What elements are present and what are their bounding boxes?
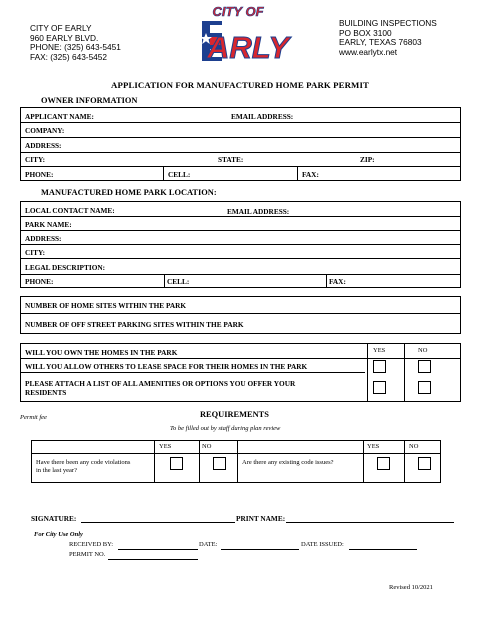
code-review-table [31, 440, 441, 483]
print-name-line[interactable] [286, 522, 454, 523]
date-issued-line[interactable] [349, 549, 417, 550]
website: www.earlytx.net [339, 46, 398, 57]
permit-no-line[interactable] [108, 559, 198, 560]
park-cell-field[interactable]: CELL: [167, 277, 190, 286]
owner-section-heading: OWNER INFORMATION [41, 96, 138, 105]
violations-yes-checkbox[interactable] [170, 457, 183, 470]
owner-city-field[interactable]: CITY: [25, 155, 46, 164]
owner-email-field[interactable]: EMAIL ADDRESS: [231, 112, 294, 121]
applicant-name-field[interactable]: APPLICANT NAME: [25, 112, 94, 121]
amenities-instruction-cont: RESIDENTS [25, 388, 67, 397]
lease-space-question: WILL YOU ALLOW OTHERS TO LEASE SPACE FOR THEIR HOMES IN THE PARK [25, 362, 308, 371]
park-fax-field[interactable]: FAX: [329, 277, 346, 286]
city-fax: FAX: (325) 643-5452 [30, 51, 108, 62]
code-issues-question: Are there any existing code issues? [242, 459, 334, 466]
revision-date: Revised 10/2021 [389, 584, 433, 591]
q2-yes-header: YES [367, 443, 380, 450]
owner-zip-field[interactable]: ZIP: [360, 155, 375, 164]
parking-sites-field[interactable]: NUMBER OF OFF STREET PARKING SITES WITHIN THE PARK [25, 320, 244, 329]
po-box: PO BOX 3100 [339, 27, 392, 38]
park-name-field[interactable]: PARK NAME: [25, 220, 72, 229]
lease-no-checkbox[interactable] [418, 360, 431, 373]
owner-fax-field[interactable]: FAX: [302, 170, 319, 179]
requirements-heading: REQUIREMENTS [200, 410, 269, 419]
svg-text:ARLY: ARLY [206, 30, 290, 65]
owner-phone-field[interactable]: PHONE: [25, 170, 54, 179]
lease-yes-checkbox[interactable] [373, 360, 386, 373]
building-inspections-block [339, 19, 437, 57]
park-address-field[interactable]: ADDRESS: [25, 234, 62, 243]
date-label: DATE: [199, 541, 218, 548]
permit-no-label: PERMIT NO. [69, 551, 106, 558]
code-violations-question-cont: in the last year? [36, 467, 77, 474]
city-name: CITY OF EARLY [30, 23, 92, 33]
issues-yes-checkbox[interactable] [377, 457, 390, 470]
violations-no-checkbox[interactable] [213, 457, 226, 470]
amenities-no-checkbox[interactable] [418, 381, 431, 394]
q1-no-header: NO [202, 443, 212, 450]
owner-cell-field[interactable]: CELL: [168, 170, 191, 179]
signature-line[interactable] [81, 522, 235, 523]
owner-address-field[interactable]: ADDRESS: [25, 141, 62, 150]
city-use-only-label: For City Use Only [34, 531, 83, 538]
yes-column-header: YES [373, 347, 386, 354]
amenities-yes-checkbox[interactable] [373, 381, 386, 394]
date-line[interactable] [221, 549, 299, 550]
q2-no-header: NO [409, 443, 419, 450]
owner-info-form [20, 107, 461, 181]
city-phone: PHONE: (325) 643-5451 [30, 42, 121, 53]
received-by-label: RECEIVED BY: [69, 541, 113, 548]
received-by-line[interactable] [118, 549, 198, 550]
code-violations-question: Have there been any code violations [36, 459, 131, 466]
amenities-instruction: PLEASE ATTACH A LIST OF ALL AMENITIES OR OPTIONS YOU OFFER YOUR [25, 379, 296, 388]
company-field[interactable]: COMPANY: [25, 126, 65, 135]
legal-description-field[interactable]: LEGAL DESCRIPTION: [25, 263, 106, 272]
owner-state-field[interactable]: STATE: [218, 155, 244, 164]
own-homes-question: WILL YOU OWN THE HOMES IN THE PARK [25, 348, 178, 357]
no-column-header: NO [418, 347, 428, 354]
page-title: APPLICATION FOR MANUFACTURED HOME PARK PERMIT [111, 80, 369, 90]
park-sites-form [20, 296, 461, 334]
park-location-form [20, 201, 461, 288]
department-name: BUILDING INSPECTIONS [339, 18, 437, 28]
park-email-field[interactable]: EMAIL ADDRESS: [227, 207, 290, 216]
date-issued-label: DATE ISSUED: [301, 541, 344, 548]
city-street: 960 EARLY BLVD. [30, 32, 99, 43]
print-name-label: PRINT NAME: [236, 514, 286, 523]
park-city-field[interactable]: CITY: [25, 248, 46, 257]
city-state-zip: EARLY, TEXAS 76803 [339, 37, 422, 48]
home-sites-field[interactable]: NUMBER OF HOME SITES WITHIN THE PARK [25, 301, 187, 310]
svg-text:CITY OF: CITY OF [212, 4, 264, 19]
city-address-block [30, 24, 121, 62]
location-section-heading: MANUFACTURED HOME PARK LOCATION: [41, 188, 217, 197]
park-phone-field[interactable]: PHONE: [25, 277, 54, 286]
local-contact-field[interactable]: LOCAL CONTACT NAME: [25, 206, 115, 215]
city-of-early-logo [198, 3, 290, 65]
q1-yes-header: YES [159, 443, 172, 450]
park-questions-table [20, 343, 461, 402]
issues-no-checkbox[interactable] [418, 457, 431, 470]
permit-fee-label: Permit fee [20, 414, 47, 421]
requirements-subheading: To be filled out by staff during plan review [170, 425, 281, 432]
signature-label: SIGNATURE: [31, 514, 77, 523]
